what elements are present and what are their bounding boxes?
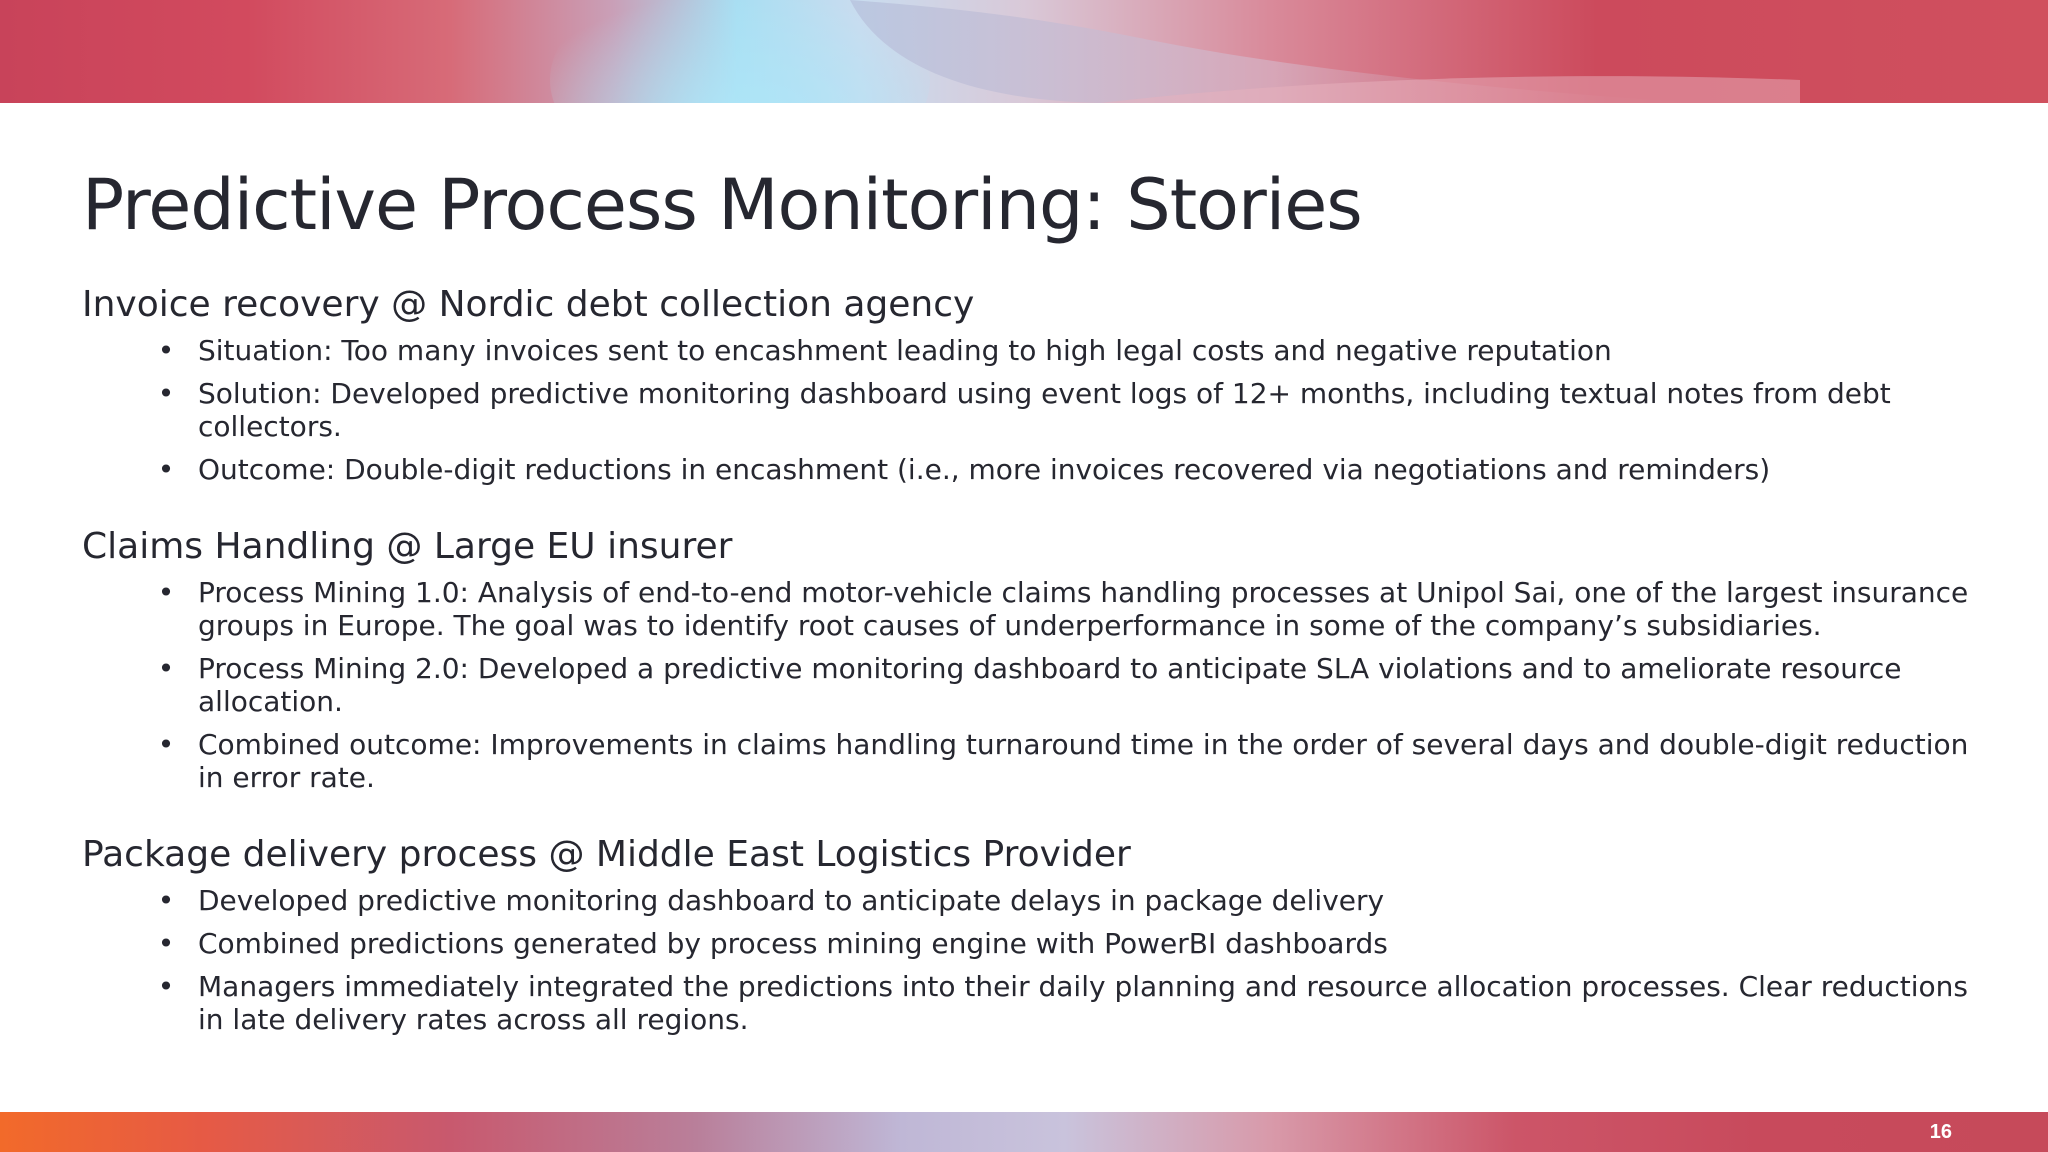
bullet-text: Managers immediately integrated the predictions into their daily planning and resource allocation processes. Clear reductions in late delivery rates across all regions. [198,970,1968,1036]
bullet-text: Outcome: Double-digit reductions in encashment (i.e., more invoices recovered via negotiations and reminders) [198,453,1771,486]
bullet-icon: • [157,453,175,486]
slide-content [82,282,1982,1074]
bullet-text: Combined predictions generated by process mining engine with PowerBI dashboards [198,927,1388,960]
bullet-text: Combined outcome: Improvements in claims handling turnaround time in the order of several days and double-digit reduction in error rate. [198,728,1969,794]
list-item [157,927,1982,960]
list-item [157,652,1982,718]
list-item [157,576,1982,642]
bullet-icon: • [157,927,175,960]
section-heading: Claims Handling @ Large EU insurer [82,526,733,567]
bullet-text: Developed predictive monitoring dashboard to anticipate delays in package delivery [198,884,1385,917]
slide-title: Predictive Process Monitoring: Stories [82,164,1362,246]
story-section-package-delivery [82,832,1982,1036]
bullet-text: Solution: Developed predictive monitoring dashboard using event logs of 12+ months, including textual notes from debt collectors. [198,377,1891,443]
top-decorative-band [0,0,2048,103]
list-item [157,377,1982,443]
bullet-icon: • [157,576,175,609]
bullet-list [82,334,1982,486]
list-item [157,884,1982,917]
page-number: 16 [1929,1121,1952,1143]
section-heading: Invoice recovery @ Nordic debt collection agency [82,284,975,325]
bullet-icon: • [157,334,175,367]
story-section-invoice-recovery [82,282,1982,486]
bullet-text: Process Mining 1.0: Analysis of end-to-end motor-vehicle claims handling processes at Unipol Sai, one of the largest insurance groups in Europe. The goal was to identify root causes of underperformance in some of the company’s subsidiaries. [198,576,1969,642]
bullet-icon: • [157,728,175,761]
list-item [157,728,1982,794]
bottom-decorative-band [0,1112,2048,1152]
bullet-icon: • [157,652,175,685]
bullet-icon: • [157,970,175,1003]
bullet-list [82,884,1982,1036]
list-item [157,453,1982,486]
top-band-wave-graphic [0,0,2048,103]
section-heading: Package delivery process @ Middle East Logistics Provider [82,834,1131,875]
bullet-list [82,576,1982,794]
bullet-icon: • [157,884,175,917]
list-item [157,970,1982,1036]
story-section-claims-handling [82,524,1982,794]
bullet-text: Process Mining 2.0: Developed a predictive monitoring dashboard to anticipate SLA violations and to ameliorate resource allocation. [198,652,1902,718]
bullet-icon: • [157,377,175,410]
list-item [157,334,1982,367]
bullet-text: Situation: Too many invoices sent to encashment leading to high legal costs and negative reputation [198,334,1612,367]
